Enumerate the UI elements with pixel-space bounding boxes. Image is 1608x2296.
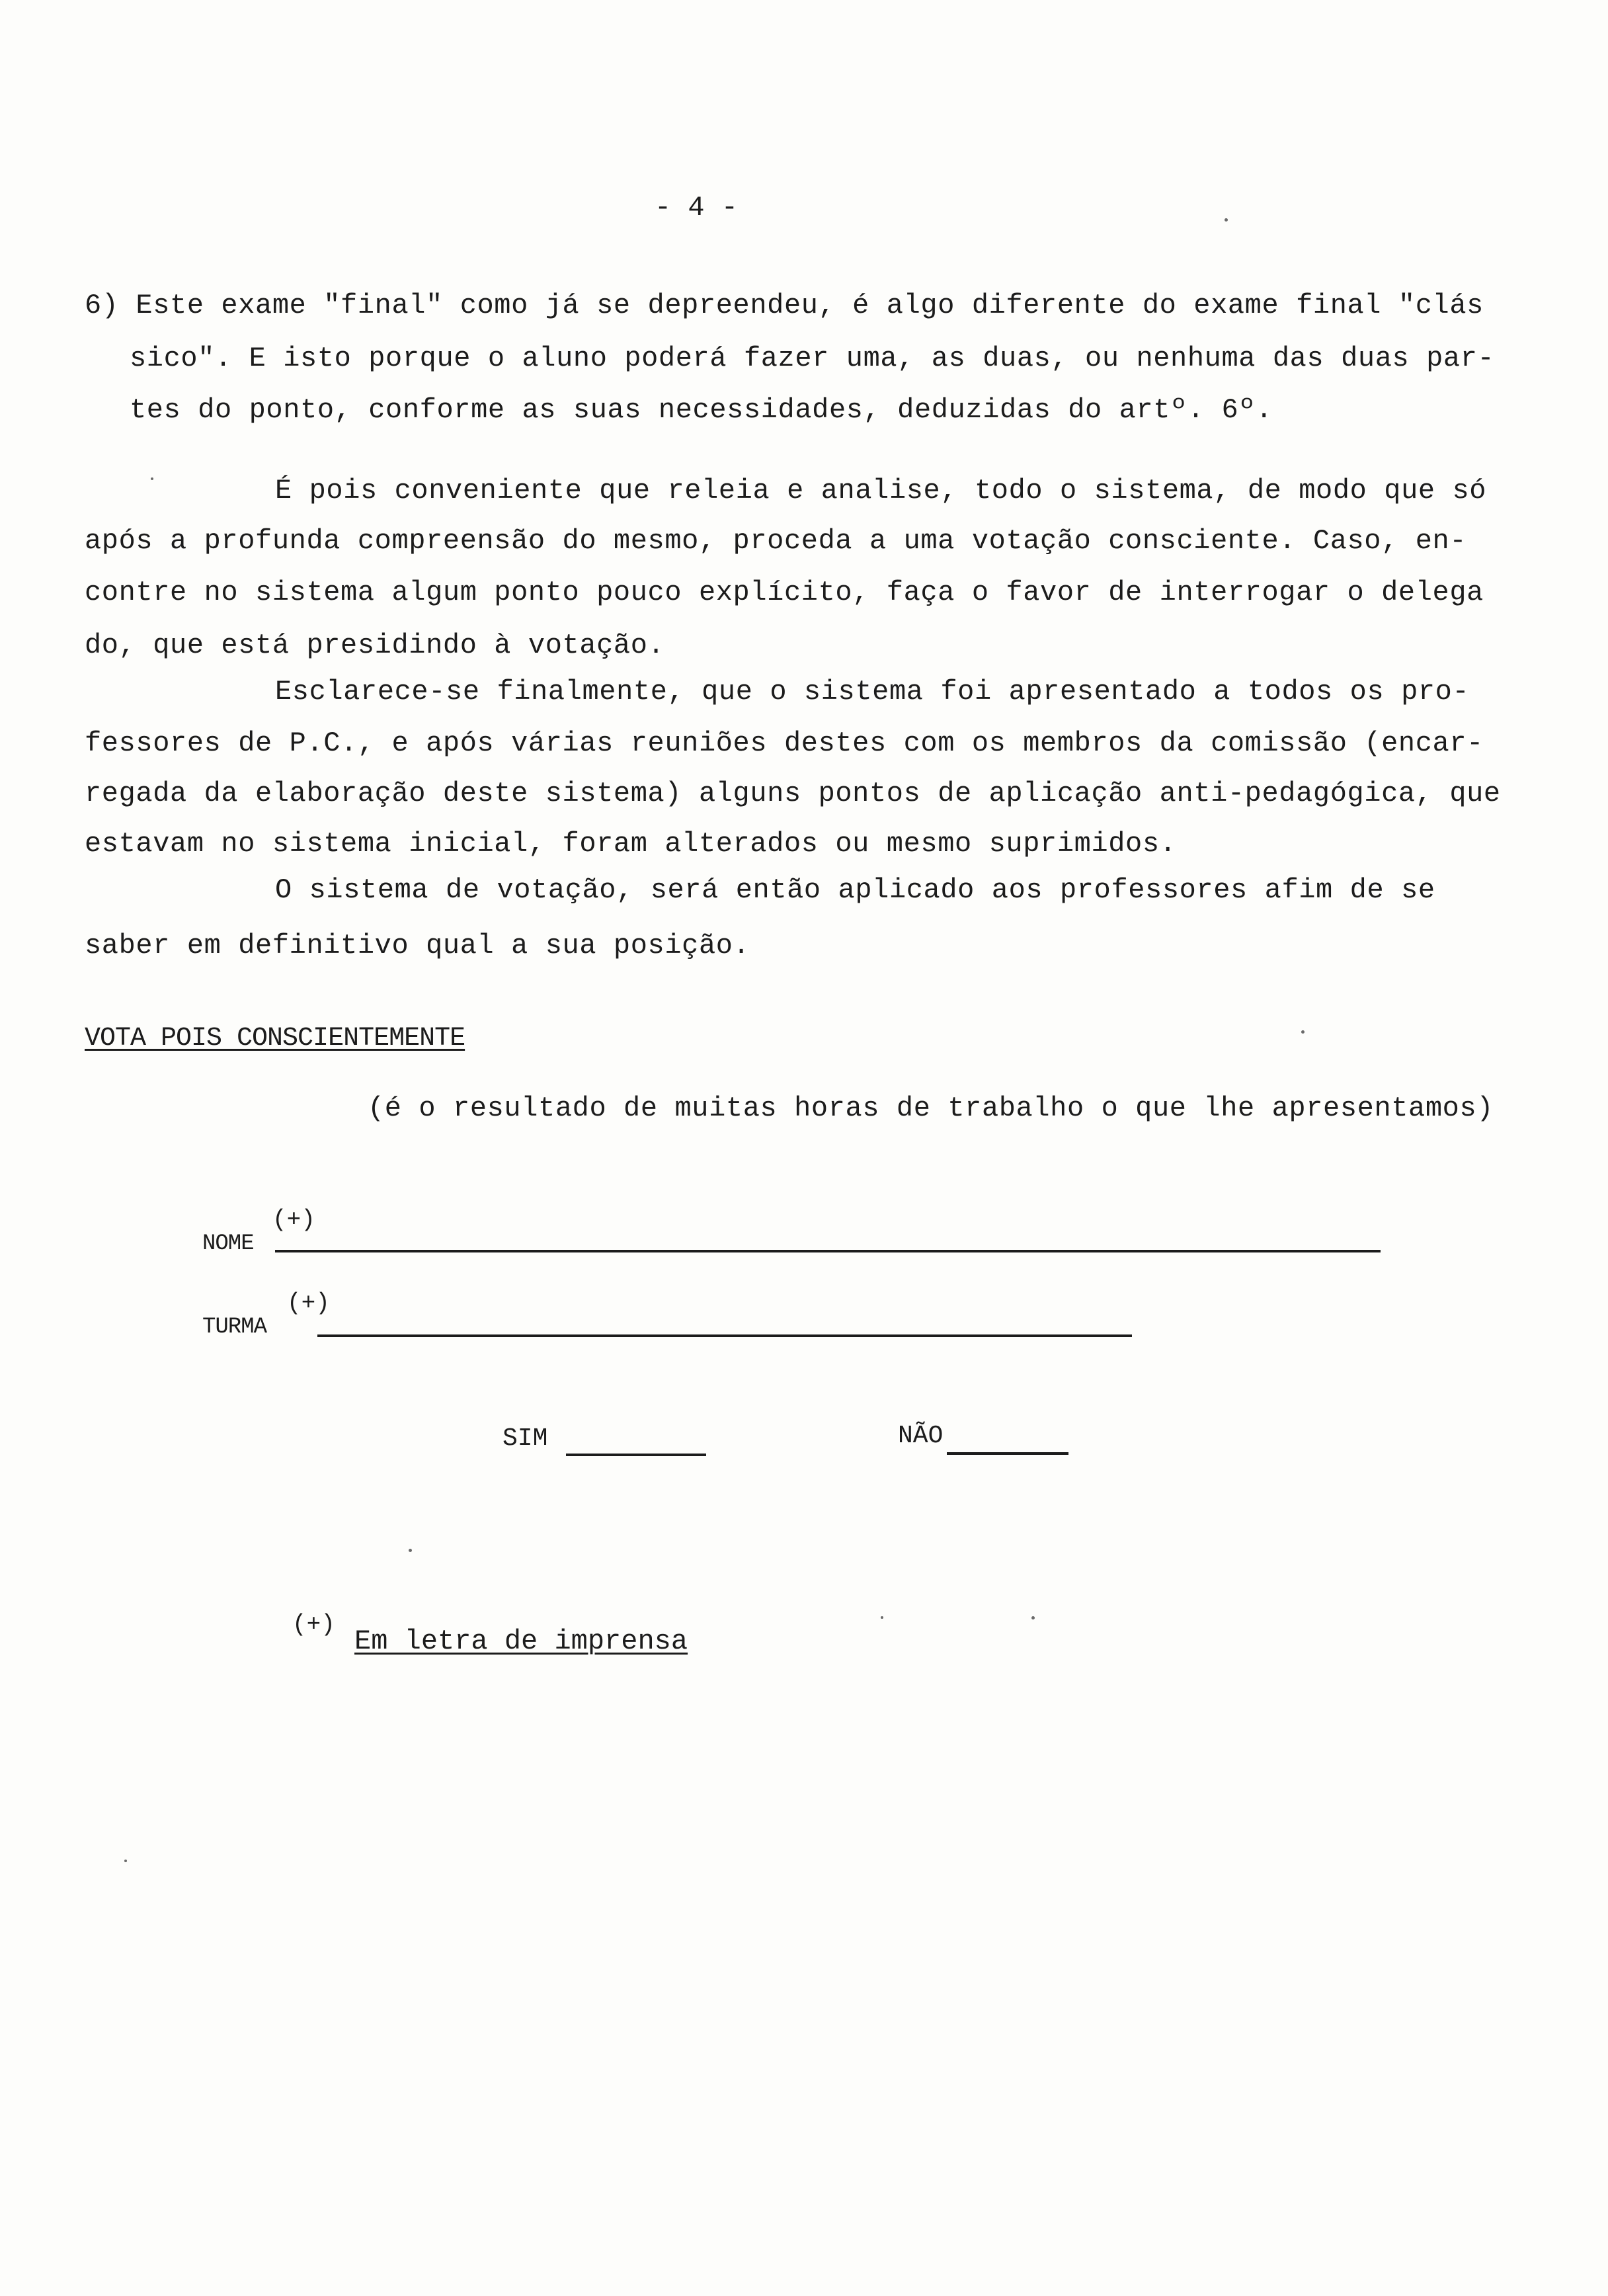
para-1-line-1: É pois conveniente que releia e analise, todo o sistema, de modo que só bbox=[275, 475, 1487, 507]
item-6-line-3: tes do ponto, conforme as suas necessidades, deduzidas do artº. 6º. bbox=[130, 394, 1273, 426]
closing-note: (é o resultado de muitas horas de trabalho o que lhe apresentamos) bbox=[368, 1092, 1494, 1124]
scan-speck bbox=[124, 1860, 127, 1862]
scan-speck bbox=[881, 1616, 883, 1619]
scan-speck bbox=[1031, 1616, 1035, 1620]
nao-label: NÃO bbox=[898, 1422, 944, 1450]
turma-field-line[interactable] bbox=[317, 1334, 1132, 1337]
sim-label: SIM bbox=[502, 1424, 548, 1453]
nao-field-line[interactable] bbox=[947, 1452, 1068, 1455]
sim-field-line[interactable] bbox=[566, 1454, 706, 1456]
scan-speck bbox=[1301, 1030, 1305, 1034]
scan-speck bbox=[1225, 218, 1228, 222]
scan-speck bbox=[151, 477, 153, 480]
para-2-line-4: estavam no sistema inicial, foram alterados ou mesmo suprimidos. bbox=[85, 828, 1177, 860]
item-6-line-1 bbox=[85, 288, 1484, 323]
para-2-line-2: fessores de P.C., e após várias reuniões destes com os membros da comissão (encar- bbox=[85, 727, 1484, 759]
para-1-line-2: após a profunda compreensão do mesmo, proceda a uma votação consciente. Caso, en- bbox=[85, 525, 1467, 557]
para-2-line-1: Esclarece-se finalmente, que o sistema foi apresentado a todos os pro- bbox=[275, 676, 1470, 708]
page-number: - 4 - bbox=[655, 192, 739, 224]
footnote-text: Em letra de imprensa bbox=[354, 1625, 688, 1657]
para-3-line-2: saber em definitivo qual a sua posição. bbox=[85, 930, 750, 962]
vote-heading: VOTA POIS CONSCIENTEMENTE bbox=[85, 1024, 465, 1053]
para-3-line-1: O sistema de votação, será então aplicado aos professores afim de se bbox=[275, 874, 1435, 906]
turma-required-mark: (+) bbox=[287, 1290, 330, 1317]
para-1-line-3: contre no sistema algum ponto pouco explícito, faça o favor de interrogar o delega bbox=[85, 577, 1484, 608]
nome-required-mark: (+) bbox=[272, 1206, 315, 1233]
item-6-line-2: sico". E isto porque o aluno poderá fazer uma, as duas, ou nenhuma das duas par- bbox=[130, 343, 1495, 374]
turma-label: TURMA bbox=[202, 1315, 267, 1340]
para-1-line-4: do, que está presidindo à votação. bbox=[85, 630, 665, 661]
item-6-text-1: 6) Este exame "final" como já se depreendeu, é algo diferente do exame final "clás bbox=[85, 290, 1484, 321]
nome-label: NOME bbox=[202, 1231, 254, 1256]
para-2-line-3: regada da elaboração deste sistema) alguns pontos de aplicação anti-pedagógica, que bbox=[85, 778, 1501, 809]
scan-speck bbox=[409, 1549, 412, 1552]
footnote-mark: (+) bbox=[292, 1611, 335, 1638]
nome-field-line[interactable] bbox=[275, 1250, 1381, 1252]
